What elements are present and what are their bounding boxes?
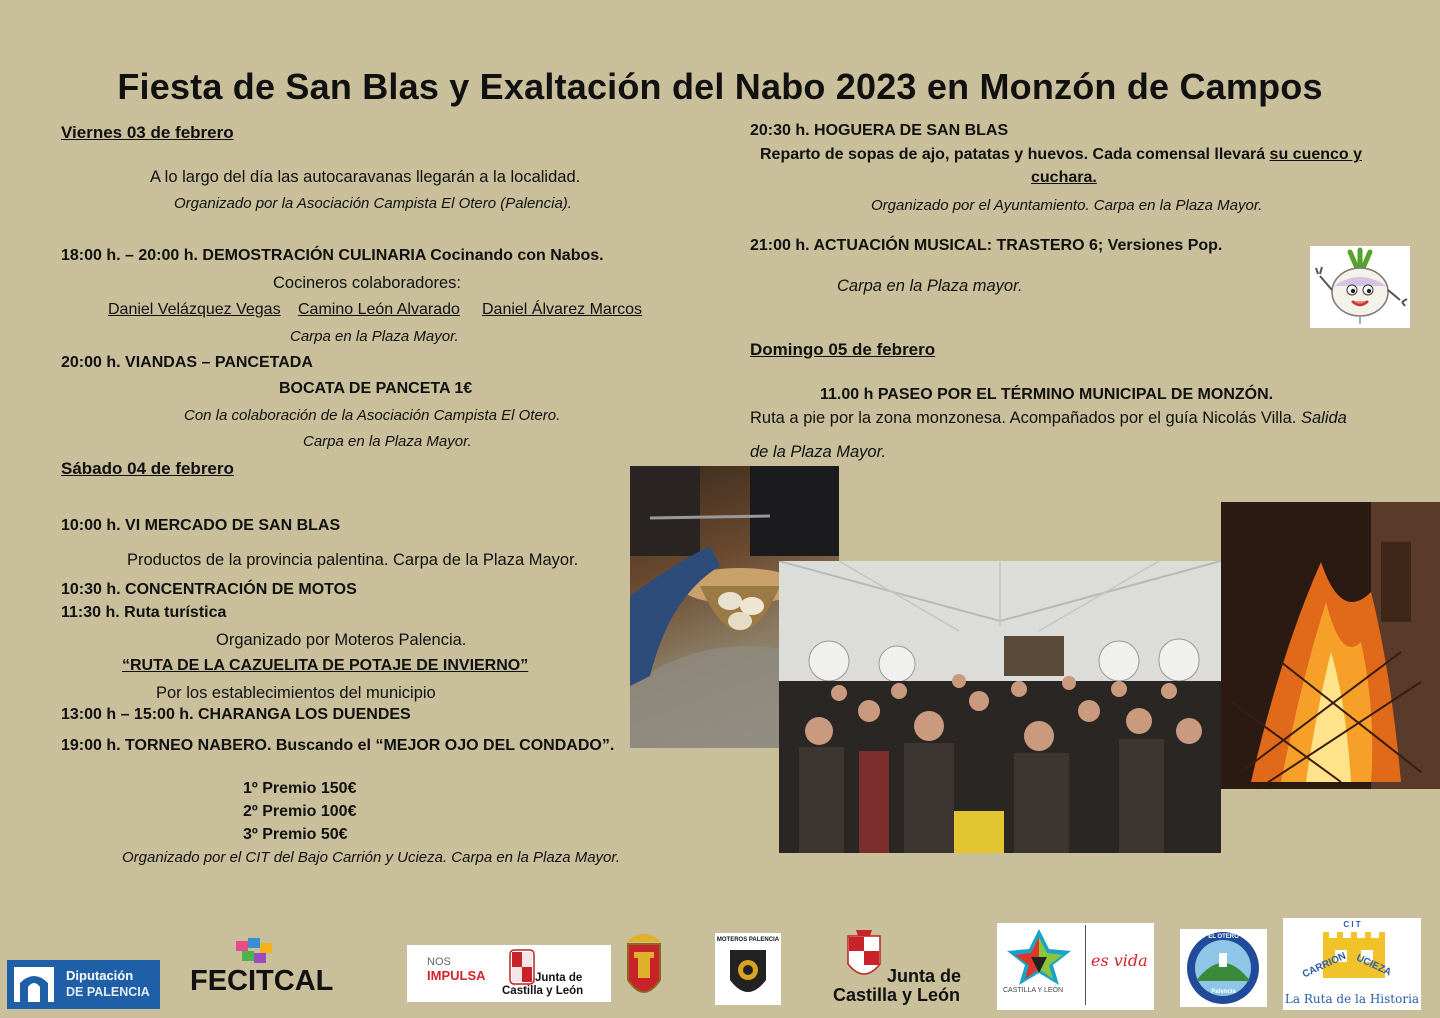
charanga: 13:00 h – 15:00 h. CHARANGA LOS DUENDES	[61, 706, 411, 723]
bonfire-photo	[1221, 502, 1440, 789]
viandas-place: Carpa en la Plaza Mayor.	[303, 433, 472, 450]
fecitcal-text: FECITCAL	[190, 965, 334, 997]
cyl-es-vida-logo	[997, 923, 1154, 1010]
paseo-desc-text: Ruta a pie por la zona monzonesa. Acompañados por el guía Nicolás Villa.	[750, 409, 1297, 427]
paseo: 11.00 h PASEO POR EL TÉRMINO MUNICIPAL DE MONZÓN.	[820, 386, 1274, 403]
junta-big-shield-icon	[844, 930, 884, 980]
impulsa-text: IMPULSA	[427, 968, 486, 983]
torneo-org: Organizado por el CIT del Bajo Carrión y Ucieza. Carpa en la Plaza Mayor.	[122, 849, 621, 866]
music-place: Carpa en la Plaza mayor.	[837, 277, 1023, 295]
mercado: 10:00 h. VI MERCADO DE SAN BLAS	[61, 517, 341, 534]
monzon-coat-of-arms-icon	[622, 930, 666, 1004]
prize-2: 2º Premio 100€	[243, 803, 357, 820]
reparto-link: su cuenco y	[1269, 146, 1363, 163]
friday-heading: Viernes 03 de febrero	[61, 123, 234, 142]
moteros-org: Organizado por Moteros Palencia.	[216, 631, 467, 649]
diputacion-logo	[7, 960, 160, 1009]
junta-big-2: Castilla y León	[833, 985, 961, 1005]
diputacion-text-2: DE PALENCIA	[66, 985, 150, 999]
cazuelita: “RUTA DE LA CAZUELITA DE POTAJE DE INVIERNO”	[122, 657, 529, 674]
hoguera: 20:30 h. HOGUERA DE SAN BLAS	[750, 122, 1009, 139]
cook-name: Camino León Alvarado	[298, 301, 460, 318]
ruta-historia-text: La Ruta de la Historia	[1284, 992, 1420, 1006]
el-otero-text: EL OTERO	[1208, 934, 1239, 940]
page-title: Fiesta de San Blas y Exaltación del Nabo 2023 en Monzón de Campos	[117, 66, 1323, 107]
sunday-heading: Domingo 05 de febrero	[750, 340, 936, 359]
demo-place: Carpa en la Plaza Mayor.	[290, 328, 459, 345]
viandas-collab: Con la colaboración de la Asociación Campista El Otero.	[184, 407, 561, 424]
ucieza-text: UCIEZA	[1354, 952, 1393, 979]
motos: 10:30 h. CONCENTRACIÓN DE MOTOS	[61, 581, 357, 598]
ruta-turistica: 11:30 h. Ruta turística	[61, 604, 227, 621]
hoguera-org: Organizado por el Ayuntamiento. Carpa en la Plaza Mayor.	[871, 197, 1263, 214]
carrion-text: CARRION	[1300, 950, 1348, 981]
viandas: 20:00 h. VIANDAS – PANCETADA	[61, 354, 313, 371]
reparto-link-2: cuchara.	[1031, 169, 1097, 186]
cook-name: Daniel Álvarez Marcos	[482, 301, 643, 318]
demo-culinaria: 18:00 h. – 20:00 h. DEMOSTRACIÓN CULINARIA Cocinando con Nabos.	[61, 247, 604, 264]
establecimientos: Por los establecimientos del municipio	[156, 684, 436, 702]
diputacion-text-1: Diputación	[66, 968, 134, 983]
moteros-palencia-logo	[715, 933, 781, 1005]
crowd-tent-photo	[779, 561, 1221, 853]
torneo: 19:00 h. TORNEO NABERO. Buscando el “MEJOR OJO DEL CONDADO”.	[61, 737, 615, 754]
junta-small-1: Junta de	[535, 972, 583, 984]
cyl-small-text: CASTILLA Y LEÓN	[1003, 987, 1064, 994]
el-otero-logo	[1180, 929, 1267, 1007]
reparto-main: Reparto de sopas de ajo, patatas y huevos. Cada comensal llevará	[760, 146, 1266, 163]
palencia-text: Palencia	[1211, 989, 1236, 995]
es-vida-text: es vida	[1091, 951, 1148, 970]
mercado-desc: Productos de la provincia palentina. Carpa de la Plaza Mayor.	[127, 551, 579, 569]
fecitcal-logo	[188, 937, 334, 997]
prize-1: 1º Premio 150€	[243, 780, 357, 797]
cyl-divider	[1085, 925, 1086, 1005]
moteros-badge-icon	[726, 946, 770, 1002]
saturday-heading: Sábado 04 de febrero	[61, 459, 234, 478]
bocata: BOCATA DE PANCETA 1€	[279, 380, 473, 397]
paseo-desc	[750, 408, 1347, 428]
music: 21:00 h. ACTUACIÓN MUSICAL: TRASTERO 6; Versiones Pop.	[750, 237, 1223, 254]
nos-text: NOS	[427, 956, 451, 968]
cit-text: C I T	[1343, 920, 1361, 929]
moteros-text: MOTEROS PALENCIA	[716, 937, 780, 943]
diputacion-emblem-icon	[14, 967, 54, 1002]
caravans-org: Organizado por la Asociación Campista El Otero (Palencia).	[174, 195, 572, 212]
nabo-mascot-image	[1310, 246, 1410, 328]
cit-carrion-logo	[1283, 918, 1421, 1010]
nos-impulsa-logo	[407, 945, 611, 1002]
prize-3: 3º Premio 50€	[243, 826, 348, 843]
cyl-star-icon	[1005, 927, 1073, 987]
junta-big-1: Junta de	[887, 966, 962, 986]
paseo-salida: Salida	[1300, 409, 1347, 427]
paseo-salida-2: de la Plaza Mayor.	[750, 443, 887, 461]
caravans-text: A lo largo del día las autocaravanas llegarán a la localidad.	[150, 168, 581, 186]
reparto-text	[760, 145, 1362, 165]
junta-small-2: Castilla y León	[502, 985, 584, 997]
cook-name: Daniel Velázquez Vegas	[108, 301, 281, 318]
junta-shield-icon	[509, 949, 535, 987]
cooks-label: Cocineros colaboradores:	[273, 274, 462, 292]
junta-castilla-leon-logo	[830, 930, 980, 1010]
